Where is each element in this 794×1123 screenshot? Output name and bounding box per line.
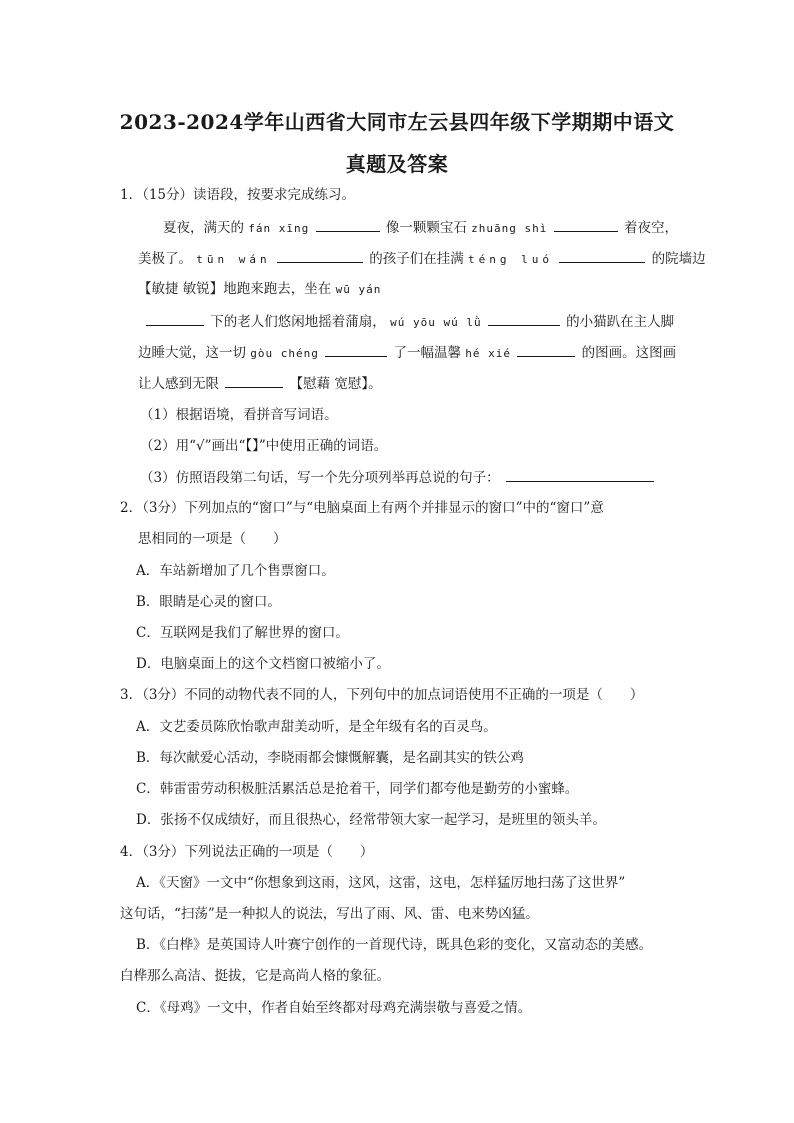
q1-text: 的院墙边: [651, 251, 706, 267]
q1-paragraph-line3: [138, 279, 381, 300]
q4-option-a-cont: 这句话，“扫荡”是一种拟人的说法，写出了雨、风、雷、电来势凶猛。: [120, 906, 539, 922]
q1-text: 的孩子们在挂满: [369, 251, 464, 267]
q1-text: 美极了。: [138, 251, 192, 267]
answer-blank[interactable]: [225, 373, 283, 388]
answer-blank[interactable]: [506, 467, 654, 482]
q1-subquestion-3-text: （3）仿照语段第二句话，写一个先分项列举再总说的句子：: [140, 470, 500, 486]
answer-blank[interactable]: [488, 311, 560, 326]
q2-option-b[interactable]: B．眼睛是心灵的窗口。: [136, 594, 281, 610]
q1-text: 让人感到无限: [138, 376, 219, 392]
q1-text: 【慰藉 宽慰】。: [289, 376, 382, 392]
pinyin-hint: zhuāng shì: [471, 222, 548, 235]
q2-option-c[interactable]: C．互联网是我们了解世界的窗口。: [136, 625, 349, 641]
q1-paragraph-line1: [163, 217, 678, 239]
q1-paragraph-line5: [138, 342, 676, 364]
q4-stem: 4．（3分）下列说法正确的一项是（ ）: [120, 844, 374, 860]
q4-option-c[interactable]: C．《母鸡》一文中，作者自始至终都对母鸡充满崇敬与喜爱之情。: [136, 1000, 532, 1016]
q2-option-d[interactable]: D．电脑桌面上的这个文档窗口被缩小了。: [136, 656, 390, 672]
q1-text: 的小猫趴在主人脚: [566, 314, 675, 330]
q2-option-a[interactable]: A．车站新增加了几个售票窗口。: [136, 563, 335, 579]
answer-blank[interactable]: [277, 248, 363, 263]
q2-stem: 2．（3分）下列加点的“窗口”与“电脑桌面上有两个并排显示的窗口”中的“窗口”意: [120, 500, 604, 516]
q1-text: 夏夜，满天的: [163, 220, 244, 236]
q2-stem-line2: 思相同的一项是（ ）: [138, 531, 287, 547]
q1-subquestion-2: （2）用“√”画出“【】”中使用正确的词语。: [140, 438, 388, 454]
q4-option-b[interactable]: B．《白桦》是英国诗人叶赛宁创作的一首现代诗，既具色彩的变化，又富动态的美感。: [136, 937, 653, 953]
q1-paragraph-line2: [138, 248, 706, 270]
answer-blank[interactable]: [325, 342, 387, 357]
answer-blank[interactable]: [559, 248, 645, 263]
q1-text: 了一幅温馨: [393, 345, 461, 361]
pinyin-hint: hé xié: [465, 347, 512, 360]
q4-option-a[interactable]: A．《天窗》一文中“你想象到这雨，这风，这雷，这电，怎样猛厉地扫荡了这世界”: [136, 875, 626, 891]
answer-blank[interactable]: [146, 311, 204, 326]
answer-blank[interactable]: [517, 342, 575, 357]
q1-text: 像一颗颗宝石: [385, 220, 467, 236]
q1-paragraph-line4: [146, 311, 674, 333]
pinyin-hint: téng luó: [468, 253, 554, 266]
pinyin-hint: gòu chéng: [250, 347, 319, 360]
q1-header: 1．（15分）读语段，按要求完成练习。: [120, 187, 356, 203]
exam-title-line2: 真题及答案: [345, 152, 449, 176]
pinyin-hint: wú yōu wú lǜ: [390, 316, 482, 329]
q3-stem: 3．（3分）不同的动物代表不同的人，下列句中的加点词语使用不正确的一项是（ ）: [120, 687, 644, 703]
exam-title: 2023-2024学年山西省大同市左云县四年级下学期期中语文: [119, 110, 675, 134]
q3-option-d[interactable]: D．张扬不仅成绩好，而且很热心，经常带领大家一起学习，是班里的领头羊。: [136, 812, 606, 828]
q1-paragraph-line6: [138, 373, 382, 394]
q1-subquestion-3: [140, 467, 656, 488]
q3-option-b[interactable]: B．每次献爱心活动，李晓雨都会慷慨解囊，是名副其实的铁公鸡: [136, 750, 524, 766]
q3-option-c[interactable]: C．韩雷雷劳动积极脏活累活总是抢着干，同学们都夸他是勤劳的小蜜蜂。: [136, 781, 579, 797]
q1-text: 的图画。这图画: [581, 345, 677, 361]
answer-blank[interactable]: [554, 217, 618, 232]
q1-text: 下的老人们悠闲地摇着蒲扇，: [210, 314, 386, 330]
q1-text: 着夜空，: [624, 220, 678, 236]
q1-text: 边睡大觉，这一切: [138, 345, 246, 361]
answer-blank[interactable]: [316, 217, 380, 232]
pinyin-hint: tūn wán: [196, 253, 271, 266]
q3-option-a[interactable]: A．文艺委员陈欣怡歌声甜美动听，是全年级有名的百灵鸟。: [136, 719, 497, 735]
q1-subquestion-1: （1）根据语境，看拼音写词语。: [140, 407, 338, 423]
pinyin-hint: wū yán: [335, 283, 382, 296]
pinyin-hint: fán xīng: [248, 222, 310, 235]
q1-text: 【敏捷 敏锐】地跑来跑去，坐在: [138, 281, 332, 297]
q4-option-b-cont: 白桦那么高洁、挺拔，它是高尚人格的象征。: [120, 968, 390, 984]
